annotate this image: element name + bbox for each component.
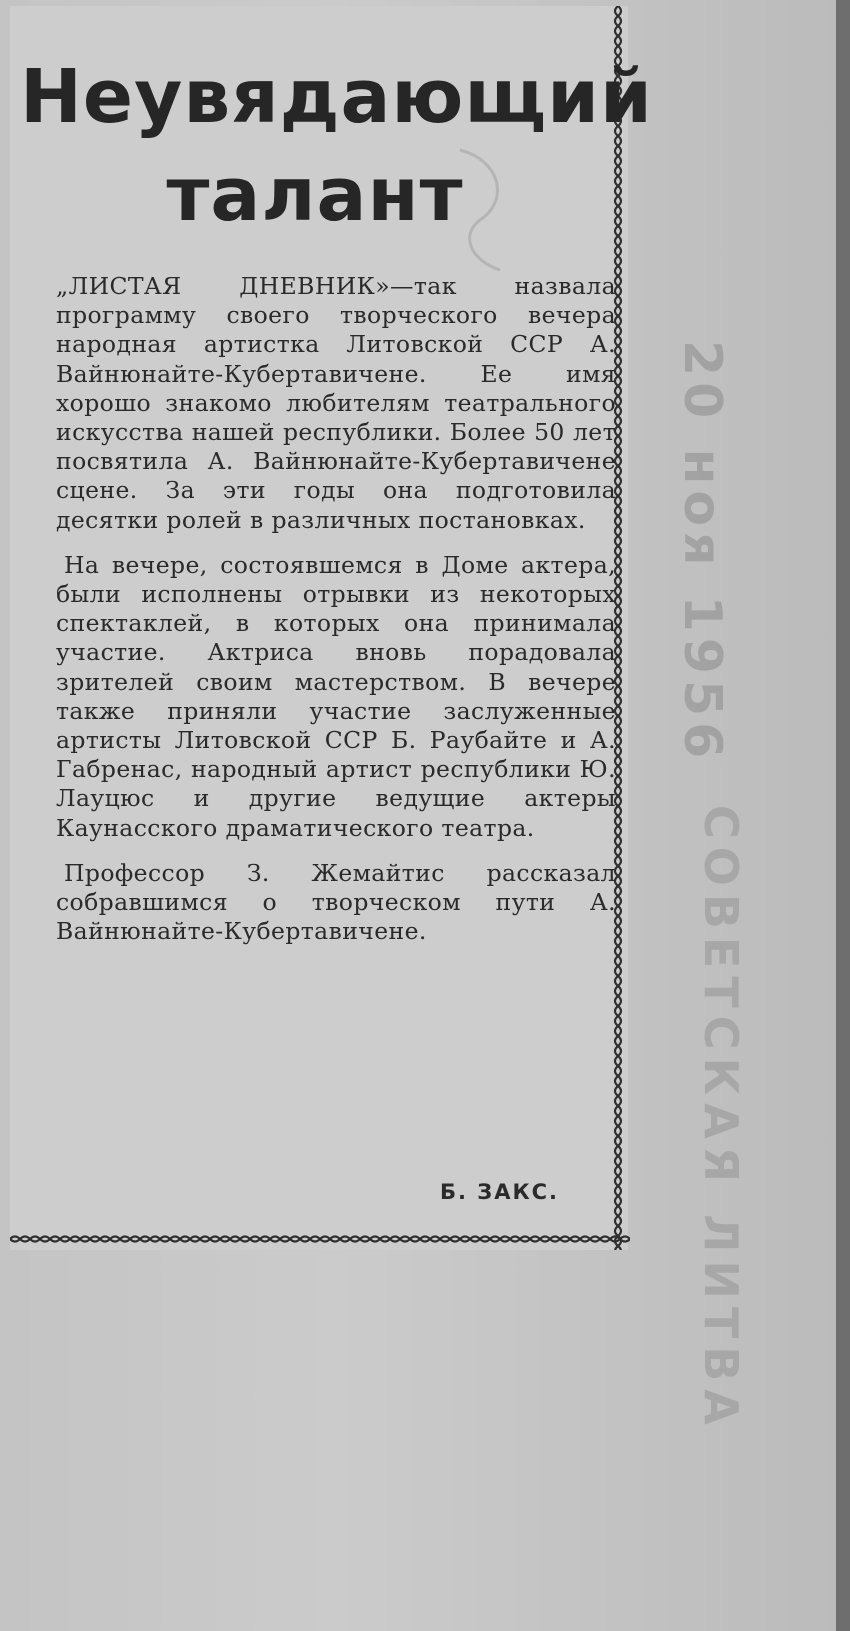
headline-line-2: талант [166,152,464,238]
article-body [56,272,616,962]
archive-stamp-date: 20 ноя 1956 [672,340,732,765]
archive-stamp-source: СОВЕТСКАЯ ЛИТВА [694,805,748,1433]
headline [20,48,653,244]
paper-edge [836,0,850,1631]
article-paragraph-3: Профессор З. Жемайтис рассказал собравшимся о творческом пути А. Вайнюнайте-Кубертавичене. [56,858,616,946]
article-paragraph-2: На вечере, состоявшемся в Доме актера, были исполнены отрывки из некоторых спектаклей, в которых она принимала участие. Актриса вновь порадовала зрителей своим мастерством. В вечере также приняли участие заслуженные артисты Литовской ССР Б. Раубайте и А. Габренас, народный артист республики Ю. Лауцюс и другие ведущие актеры Каунасского драматического театра. [56,550,616,842]
headline-line-1: Неувядающий [20,54,653,140]
wavy-border-bottom [10,1228,630,1250]
article-paragraph-1: „ЛИСТАЯ ДНЕВНИК»—так назвала программу своего творческого вечера народная артистка Литовской ССР А. Вайнюнайте-Кубертавичене. Ее имя хорошо знакомо любителям театрального искусства нашей республики. Более 50 лет посвятила А. Вайнюнайте-Кубертавичене сцене. За эти годы она подготовила десятки ролей в различных постановках. [56,272,616,534]
author-signature: Б. ЗАКС. [440,1180,560,1204]
